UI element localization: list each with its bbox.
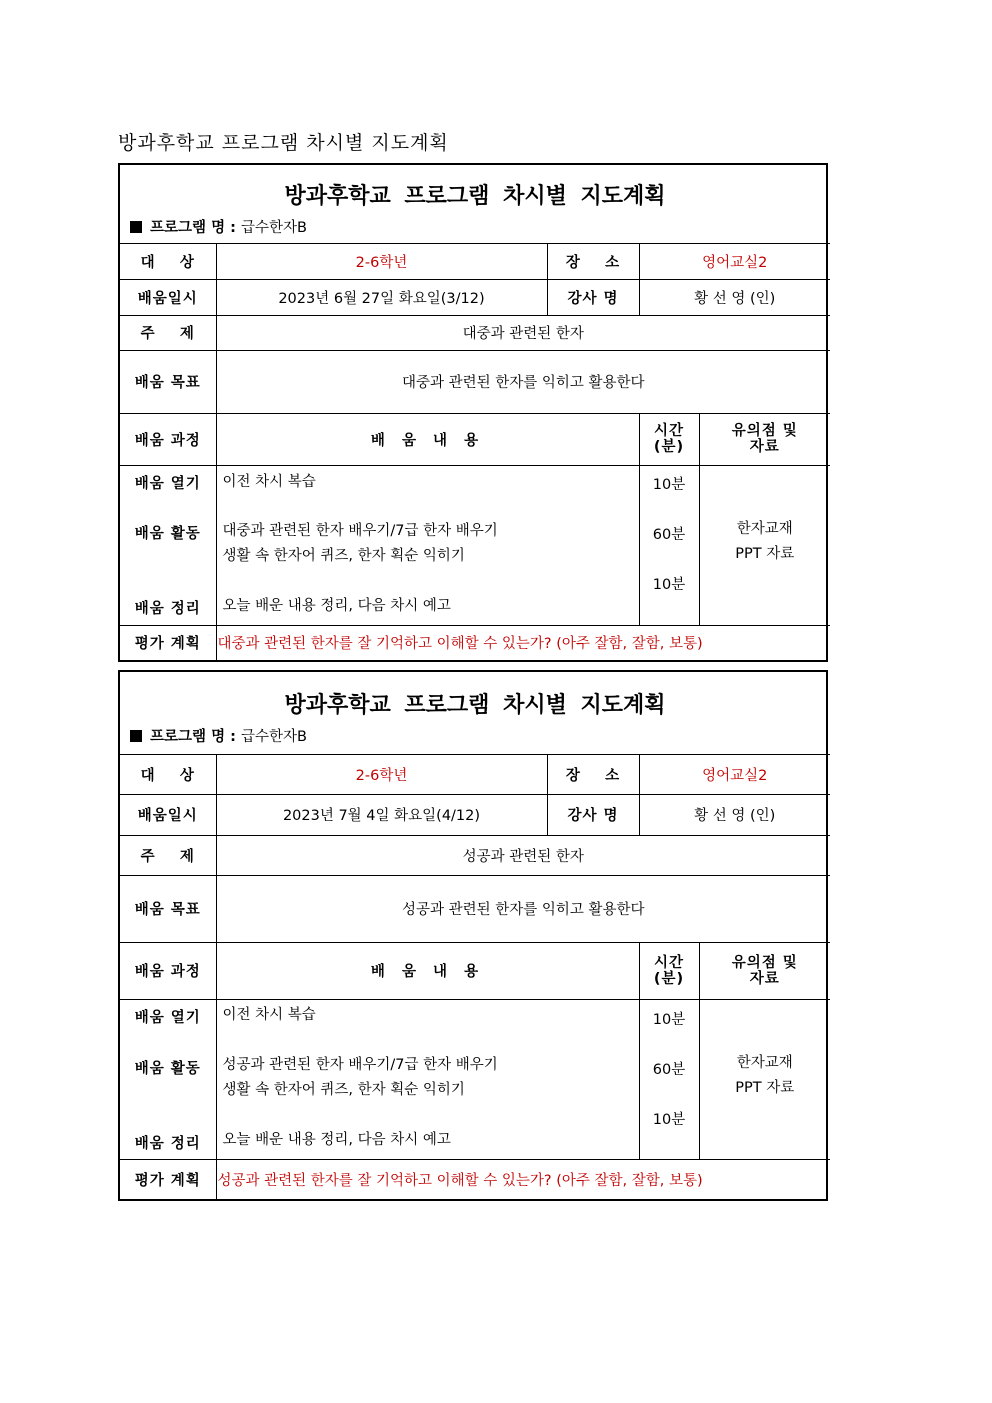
square-bullet-icon (130, 221, 142, 233)
material-1: 한자교재 (736, 521, 793, 537)
eval-value: 대중과 관련된 한자를 잘 기억하고 이해할 수 있는가? (아주 잘함, 잘함, 보통) (216, 625, 830, 660)
place-label: 장 소 (547, 754, 639, 794)
goal-label: 배움 목표 (120, 350, 216, 413)
teacher-label: 강사 명 (547, 279, 639, 315)
teacher-label: 강사 명 (547, 794, 639, 835)
notes-header: 유의점 및 자료 (699, 942, 830, 999)
time-2: 60분 (652, 1061, 686, 1078)
target-label: 대 상 (120, 243, 216, 279)
plan-title: 방과후학교 프로그램 차시별 지도계획 (284, 691, 666, 718)
page-heading: 방과후학교 프로그램 차시별 지도계획 (118, 132, 449, 154)
time-3: 10분 (652, 576, 686, 593)
program-label: 프로그램 명 : (150, 219, 236, 236)
goal-label: 배움 목표 (120, 875, 216, 942)
time-2: 60분 (652, 526, 686, 543)
topic-value: 성공과 관련된 한자 (216, 835, 830, 875)
goal-value: 대중과 관련된 한자를 익히고 활용한다 (216, 350, 830, 413)
materials-column (699, 465, 830, 625)
place-value: 영어교실2 (639, 243, 830, 279)
content-column (216, 465, 639, 625)
stage-open: 배움 열기 (134, 1009, 201, 1026)
time-3: 10분 (652, 1111, 686, 1128)
goal-value: 성공과 관련된 한자를 익히고 활용한다 (216, 875, 830, 942)
notes-header: 유의점 및 자료 (699, 413, 830, 465)
time-header: 시간 (분) (639, 413, 699, 465)
activity-content-2: 생활 속 한자어 퀴즈, 한자 획순 익히기 (222, 547, 465, 564)
eval-value: 성공과 관련된 한자를 잘 기억하고 이해할 수 있는가? (아주 잘함, 잘함, 보통) (216, 1159, 830, 1199)
content-column (216, 999, 639, 1159)
time-1: 10분 (652, 1011, 686, 1028)
teacher-value: 황 선 영 (인) (639, 794, 830, 835)
close-content: 오늘 배운 내용 정리, 다음 차시 예고 (222, 597, 451, 614)
content-header: 배 움 내 용 (216, 413, 639, 465)
time-1: 10분 (652, 476, 686, 493)
topic-value: 대중과 관련된 한자 (216, 315, 830, 350)
date-value: 2023년 7월 4일 화요일(4/12) (216, 794, 547, 835)
date-label: 배움일시 (120, 794, 216, 835)
program-label: 프로그램 명 : (150, 728, 236, 745)
target-value: 2-6학년 (216, 243, 547, 279)
materials-column (699, 999, 830, 1159)
open-content: 이전 차시 복습 (222, 1006, 316, 1023)
teacher-value: 황 선 영 (인) (639, 279, 830, 315)
stage-column (120, 999, 216, 1159)
topic-label: 주 제 (120, 835, 216, 875)
square-bullet-icon (130, 730, 142, 742)
stage-close: 배움 정리 (134, 600, 201, 617)
stage-activity: 배움 활동 (134, 1060, 201, 1077)
activity-content-2: 생활 속 한자어 퀴즈, 한자 획순 익히기 (222, 1081, 465, 1098)
activity-content-1: 대중과 관련된 한자 배우기/7급 한자 배우기 (222, 522, 498, 539)
eval-label: 평가 계획 (120, 625, 216, 660)
place-label: 장 소 (547, 243, 639, 279)
target-value: 2-6학년 (216, 754, 547, 794)
eval-label: 평가 계획 (120, 1159, 216, 1199)
lesson-plan-1 (118, 163, 828, 662)
lesson-plan-2 (118, 670, 828, 1201)
stage-column (120, 465, 216, 625)
stage-activity: 배움 활동 (134, 525, 201, 542)
date-label: 배움일시 (120, 279, 216, 315)
open-content: 이전 차시 복습 (222, 473, 316, 490)
date-value: 2023년 6월 27일 화요일(3/12) (216, 279, 547, 315)
plan-header (120, 165, 830, 243)
stage-close: 배움 정리 (134, 1135, 201, 1152)
activity-content-1: 성공과 관련된 한자 배우기/7급 한자 배우기 (222, 1056, 498, 1073)
content-header: 배 움 내 용 (216, 942, 639, 999)
material-2: PPT 자료 (735, 546, 795, 562)
stage-open: 배움 열기 (134, 475, 201, 492)
target-label: 대 상 (120, 754, 216, 794)
program-name: 급수한자B (241, 219, 307, 236)
process-label: 배움 과정 (120, 413, 216, 465)
material-1: 한자교재 (736, 1055, 793, 1071)
program-name-row (120, 719, 830, 746)
time-header: 시간 (분) (639, 942, 699, 999)
place-value: 영어교실2 (639, 754, 830, 794)
process-label: 배움 과정 (120, 942, 216, 999)
time-column (639, 465, 699, 625)
program-name: 급수한자B (241, 728, 307, 745)
close-content: 오늘 배운 내용 정리, 다음 차시 예고 (222, 1131, 451, 1148)
plan-title: 방과후학교 프로그램 차시별 지도계획 (284, 182, 666, 209)
topic-label: 주 제 (120, 315, 216, 350)
time-column (639, 999, 699, 1159)
material-2: PPT 자료 (735, 1080, 795, 1096)
plan-header (120, 672, 830, 754)
program-name-row (120, 210, 830, 237)
